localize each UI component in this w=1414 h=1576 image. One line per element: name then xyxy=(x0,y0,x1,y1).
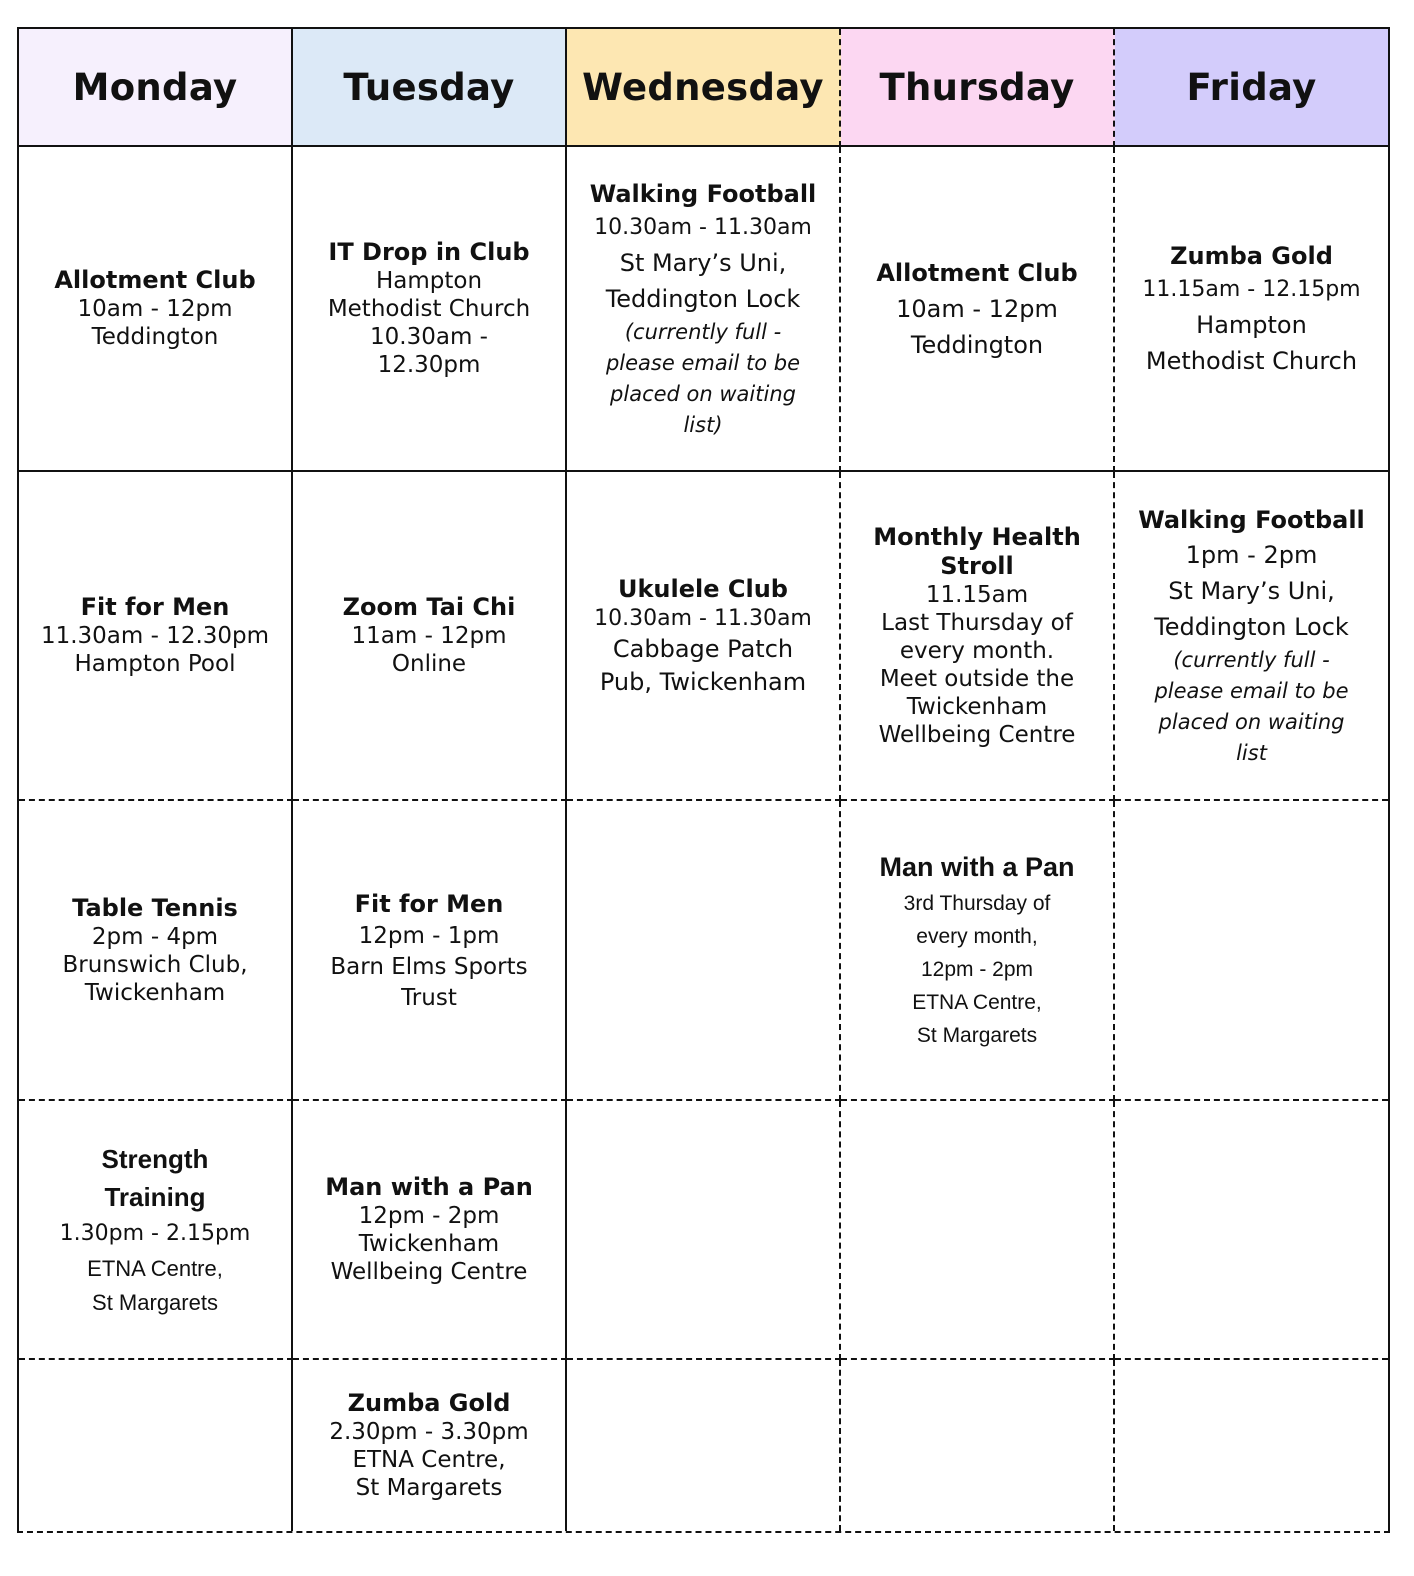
activity-title: Ukulele Club xyxy=(617,574,788,603)
activity-location: Teddington xyxy=(91,324,219,350)
activity-location: Hampton xyxy=(375,268,483,294)
activity-location: ETNA Centre, xyxy=(87,1255,223,1281)
activity-location: St Margarets xyxy=(916,1023,1038,1047)
activity-description: 3rd Thursday of xyxy=(903,891,1051,915)
empty-slot xyxy=(1115,1101,1388,1360)
activity-title: Monthly Health xyxy=(873,522,1081,551)
activity-location: Teddington xyxy=(910,330,1044,359)
activity-title: Zoom Tai Chi xyxy=(342,593,516,621)
activity-friday-zumba-gold xyxy=(1115,147,1388,472)
empty-slot xyxy=(1115,801,1388,1101)
activity-title: Zumba Gold xyxy=(347,1389,511,1417)
activity-title: Zumba Gold xyxy=(1170,241,1333,270)
activity-title: Table Tennis xyxy=(72,893,238,922)
activity-note: (currently full - xyxy=(624,319,782,344)
activity-note: list) xyxy=(683,412,723,437)
activity-time: 1.30pm - 2.15pm xyxy=(59,1220,251,1246)
activity-title: Man with a Pan xyxy=(325,1173,533,1201)
empty-slot xyxy=(1115,1360,1388,1531)
activity-monday-allotment-club xyxy=(19,147,293,472)
header-tuesday xyxy=(293,29,567,147)
header-wednesday xyxy=(567,29,841,147)
activity-time: 10.30am - xyxy=(370,324,488,350)
activity-title: Allotment Club xyxy=(54,266,256,294)
activity-location: Online xyxy=(391,651,467,677)
activity-location: Hampton xyxy=(1196,310,1307,339)
header-monday xyxy=(19,29,293,147)
activity-time: 2pm - 4pm xyxy=(91,923,219,950)
activity-time: 11.15am - 12.15pm xyxy=(1142,276,1361,302)
activity-description: every month, xyxy=(916,924,1038,948)
activity-note: list xyxy=(1236,740,1267,765)
activity-title: IT Drop in Club xyxy=(328,238,530,266)
activity-time: 10.30am - 11.30am xyxy=(594,214,812,240)
activity-time: 11.15am xyxy=(925,581,1029,608)
activity-time: 2.30pm - 3.30pm xyxy=(329,1419,529,1445)
activity-location: St Margarets xyxy=(92,1289,218,1315)
activity-title: Allotment Club xyxy=(876,258,1078,287)
activity-location: Cabbage Patch xyxy=(612,634,794,663)
activity-time: 10am - 12pm xyxy=(77,296,233,322)
activity-note: (currently full - xyxy=(1173,647,1330,672)
activity-note: please email to be xyxy=(605,350,801,375)
activity-time: 12pm - 2pm xyxy=(358,1203,500,1229)
activity-tuesday-fit-for-men xyxy=(293,801,567,1101)
activity-title: Strength xyxy=(101,1143,209,1174)
activity-location: Brunswich Club, xyxy=(62,951,248,978)
activity-location: St Mary’s Uni, xyxy=(1168,576,1335,605)
activity-time: 12pm - 2pm xyxy=(920,957,1034,981)
activity-time: 11am - 12pm xyxy=(351,623,507,649)
activity-time: 12.30pm xyxy=(377,352,481,378)
activity-title: Training xyxy=(104,1181,206,1212)
activity-monday-table-tennis xyxy=(19,801,293,1101)
activity-location: Teddington Lock xyxy=(605,284,801,313)
activity-title: Fit for Men xyxy=(80,593,230,621)
activity-location: ETNA Centre, xyxy=(912,990,1042,1014)
activity-title: Stroll xyxy=(940,551,1014,580)
activity-location: ETNA Centre, xyxy=(352,1447,506,1473)
activity-title: Fit for Men xyxy=(354,889,504,918)
activity-title: Walking Football xyxy=(589,179,817,208)
activity-time: 11.30am - 12.30pm xyxy=(40,623,270,649)
activity-tuesday-zumba-gold xyxy=(293,1360,567,1531)
empty-slot xyxy=(841,1360,1115,1531)
activity-monday-fit-for-men xyxy=(19,472,293,801)
activity-description: Meet outside the xyxy=(879,665,1075,692)
activity-location: Trust xyxy=(401,984,457,1011)
empty-slot xyxy=(567,801,841,1101)
activity-time: 12pm - 1pm xyxy=(358,922,500,949)
activity-location: Teddington Lock xyxy=(1154,612,1349,641)
header-friday xyxy=(1115,29,1388,147)
activity-title: Man with a Pan xyxy=(879,851,1075,882)
activity-description: Twickenham xyxy=(906,693,1048,720)
activity-thursday-man-with-a-pan xyxy=(841,801,1115,1101)
activity-location: Wellbeing Centre xyxy=(330,1259,528,1285)
activity-tuesday-zoom-tai-chi xyxy=(293,472,567,801)
day-title-monday: Monday xyxy=(72,65,238,109)
activity-thursday-monthly-health-stroll xyxy=(841,472,1115,801)
activity-location: St Margarets xyxy=(355,1475,503,1501)
activity-monday-strength-training xyxy=(19,1101,293,1360)
day-title-tuesday: Tuesday xyxy=(343,65,515,109)
header-thursday xyxy=(841,29,1115,147)
day-title-friday: Friday xyxy=(1186,65,1317,109)
activity-time: 10am - 12pm xyxy=(896,294,1058,323)
activity-wednesday-walking-football xyxy=(567,147,841,472)
activity-location: Twickenham xyxy=(358,1231,500,1257)
empty-slot xyxy=(841,1101,1115,1360)
activity-note: please email to be xyxy=(1154,678,1349,703)
empty-slot xyxy=(567,1360,841,1531)
activity-wednesday-ukulele-club xyxy=(567,472,841,801)
activity-tuesday-man-with-a-pan xyxy=(293,1101,567,1360)
day-title-thursday: Thursday xyxy=(879,65,1075,109)
activity-location: Barn Elms Sports xyxy=(330,953,528,980)
activity-description: every month. xyxy=(899,637,1055,664)
activity-location: Pub, Twickenham xyxy=(599,667,807,696)
activity-friday-walking-football xyxy=(1115,472,1388,801)
activity-note: placed on waiting xyxy=(1158,709,1345,734)
activity-location: Methodist Church xyxy=(327,296,531,322)
activity-thursday-allotment-club xyxy=(841,147,1115,472)
activity-time: 10.30am - 11.30am xyxy=(594,605,812,631)
activity-tuesday-it-drop-in xyxy=(293,147,567,472)
empty-slot xyxy=(19,1360,293,1531)
activity-description: Last Thursday of xyxy=(881,609,1073,636)
day-title-wednesday: Wednesday xyxy=(582,65,824,109)
weekly-timetable xyxy=(17,27,1390,1533)
activity-location: Hampton Pool xyxy=(74,651,236,677)
activity-description: Wellbeing Centre xyxy=(878,721,1076,748)
activity-location: Methodist Church xyxy=(1145,346,1358,375)
activity-time: 1pm - 2pm xyxy=(1185,540,1318,569)
activity-title: Walking Football xyxy=(1138,505,1365,534)
empty-slot xyxy=(567,1101,841,1360)
activity-note: placed on waiting xyxy=(610,381,796,406)
activity-location: Twickenham xyxy=(84,979,226,1006)
activity-location: St Mary’s Uni, xyxy=(619,248,787,277)
